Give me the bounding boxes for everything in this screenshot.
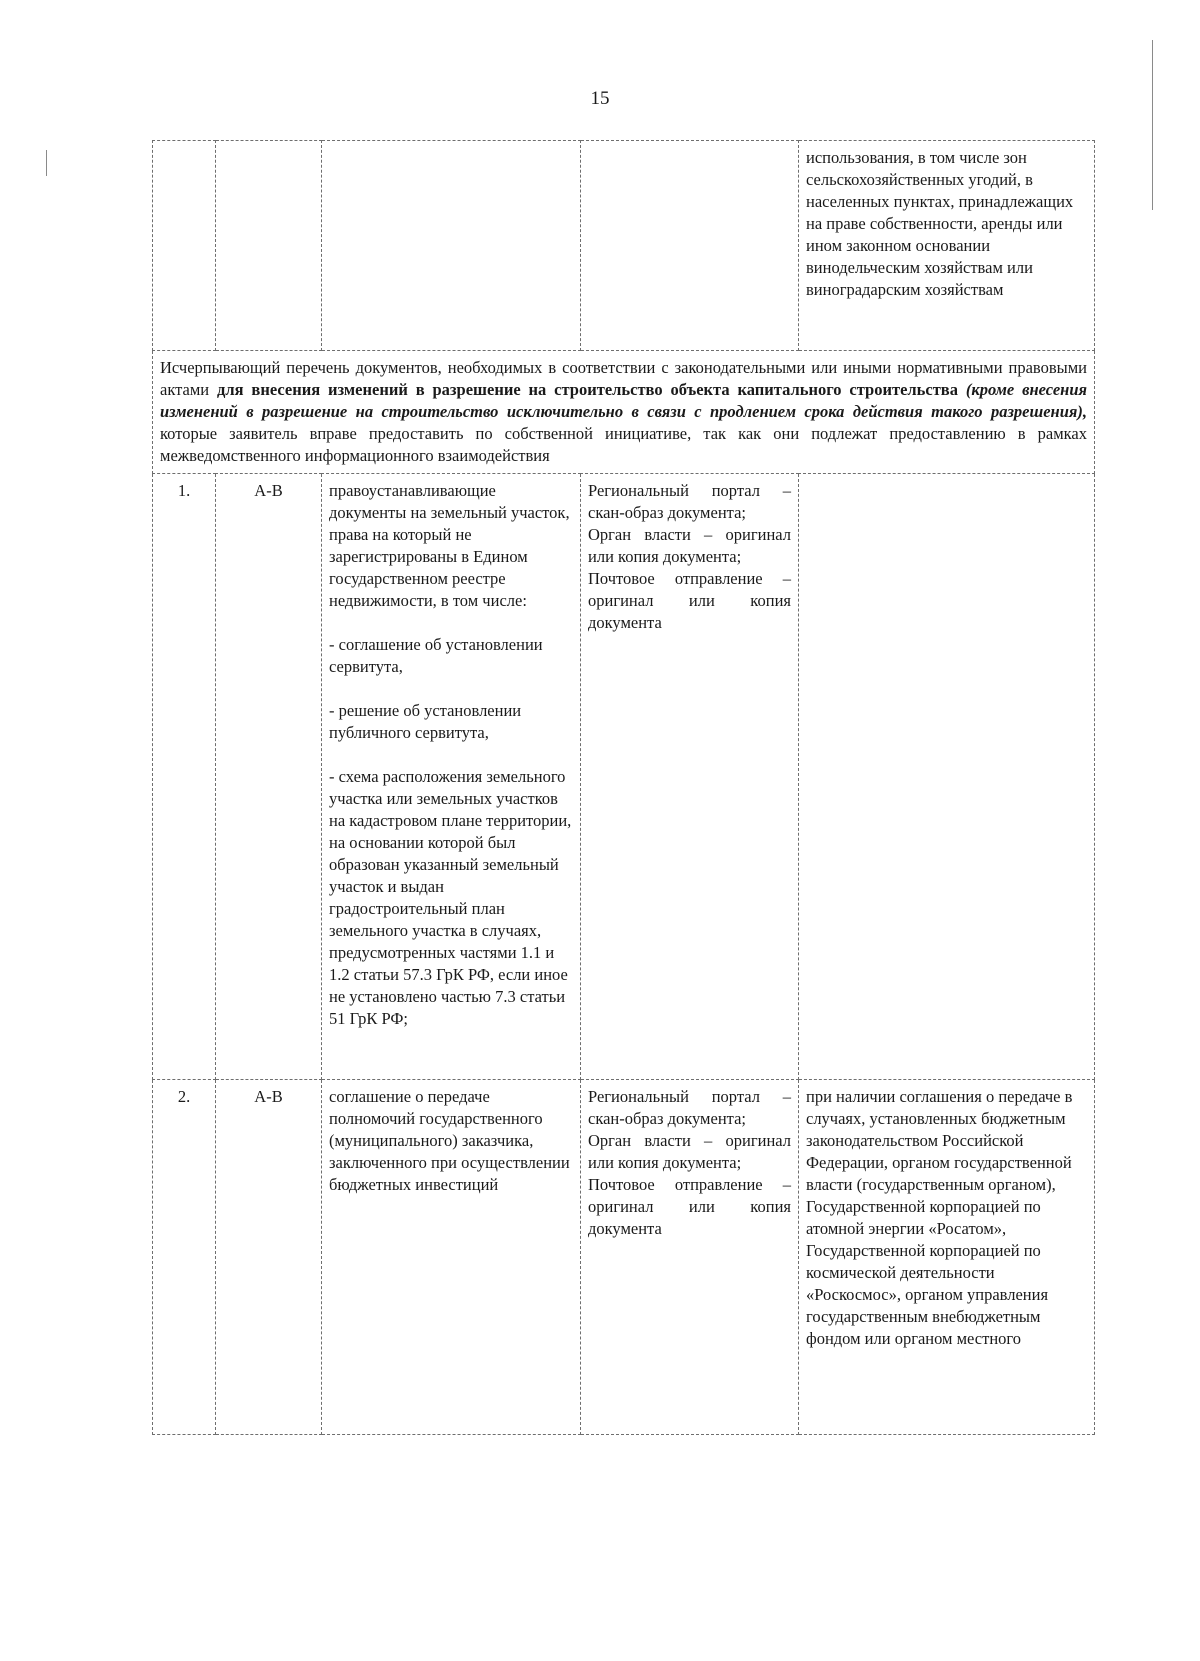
continuation-row bbox=[153, 141, 1095, 351]
documents-table bbox=[152, 140, 1095, 1435]
cell-note: использования, в том числе зон сельскохозяйственных угодий, в населенных пунктах, принадлежащих на праве собственности, аренды или ином законном основании винодельческим хозяйствам или виноградарским хозяйствам bbox=[799, 141, 1095, 351]
section-header-text: Исчерпывающий перечень документов, необходимых в соответствии с законодательными или иными нормативными правовыми актами bbox=[160, 358, 1087, 399]
row-document: соглашение о передаче полномочий государственного (муниципального) заказчика, заключенного при осуществлении бюджетных инвестиций bbox=[322, 1080, 581, 1435]
document-item: - схема расположения земельного участка или земельных участков на кадастровом плане территории, на основании которой был образован указанный земельный участок и выдан градостроительный план земельного участка в случаях, предусмотренных частями 1.1 и 1.2 статьи 57.3 ГрК РФ, если иное не установлено частью 7.3 статьи 51 ГрК РФ; bbox=[329, 767, 572, 1028]
table-row bbox=[153, 474, 1095, 1080]
row-number: 2. bbox=[153, 1080, 216, 1435]
scan-edge-mark-left bbox=[46, 150, 47, 176]
row-note bbox=[799, 474, 1095, 1080]
table-row bbox=[153, 1080, 1095, 1435]
section-header-bold: для внесения изменений в разрешение на строительство объекта капитального строительства bbox=[217, 380, 958, 399]
section-header-bold-italic: (кроме внесения изменений в разрешение на строительство исключительно в связи с продлением срока действия такого разрешения), bbox=[160, 380, 1087, 421]
scan-edge-mark-right bbox=[1152, 40, 1153, 210]
document-intro: правоустанавливающие документы на земельный участок, права на который не зарегистрированы в Едином государственном реестре недвижимости, в том числе: bbox=[329, 481, 570, 610]
row-category: А-В bbox=[216, 474, 322, 1080]
row-category: А-В bbox=[216, 1080, 322, 1435]
page-number: 15 bbox=[590, 88, 610, 109]
section-header-row bbox=[153, 351, 1095, 474]
row-number: 1. bbox=[153, 474, 216, 1080]
row-note: при наличии соглашения о передаче в случаях, установленных бюджетным законодательством Российской Федерации, органом государственной власти (государственным органом), Государственной корпорацией по атомной энергии «Росатом», Государственной корпорацией по космической деятельности «Роскосмос», органом управления государственным внебюджетным фондом или органом местного bbox=[799, 1080, 1095, 1435]
row-submission: Региональный портал – скан-образ документа; Орган власти – оригинал или копия документа; Почтовое отправление – оригинал или копия документа bbox=[581, 1080, 799, 1435]
document-item: - решение об установлении публичного сервитута, bbox=[329, 701, 522, 742]
cell-number bbox=[153, 141, 216, 351]
section-header-tail: которые заявитель вправе предоставить по собственной инициативе, так как они подлежат предоставлению в рамках межведомственного информационного взаимодействия bbox=[160, 424, 1087, 465]
cell-document bbox=[322, 141, 581, 351]
row-document bbox=[322, 474, 581, 1080]
cell-submission bbox=[581, 141, 799, 351]
cell-category bbox=[216, 141, 322, 351]
section-header bbox=[153, 351, 1095, 474]
document-item: - соглашение об установлении сервитута, bbox=[329, 635, 543, 676]
row-submission: Региональный портал – скан-образ документа; Орган власти – оригинал или копия документа; Почтовое отправление – оригинал или копия документа bbox=[581, 474, 799, 1080]
